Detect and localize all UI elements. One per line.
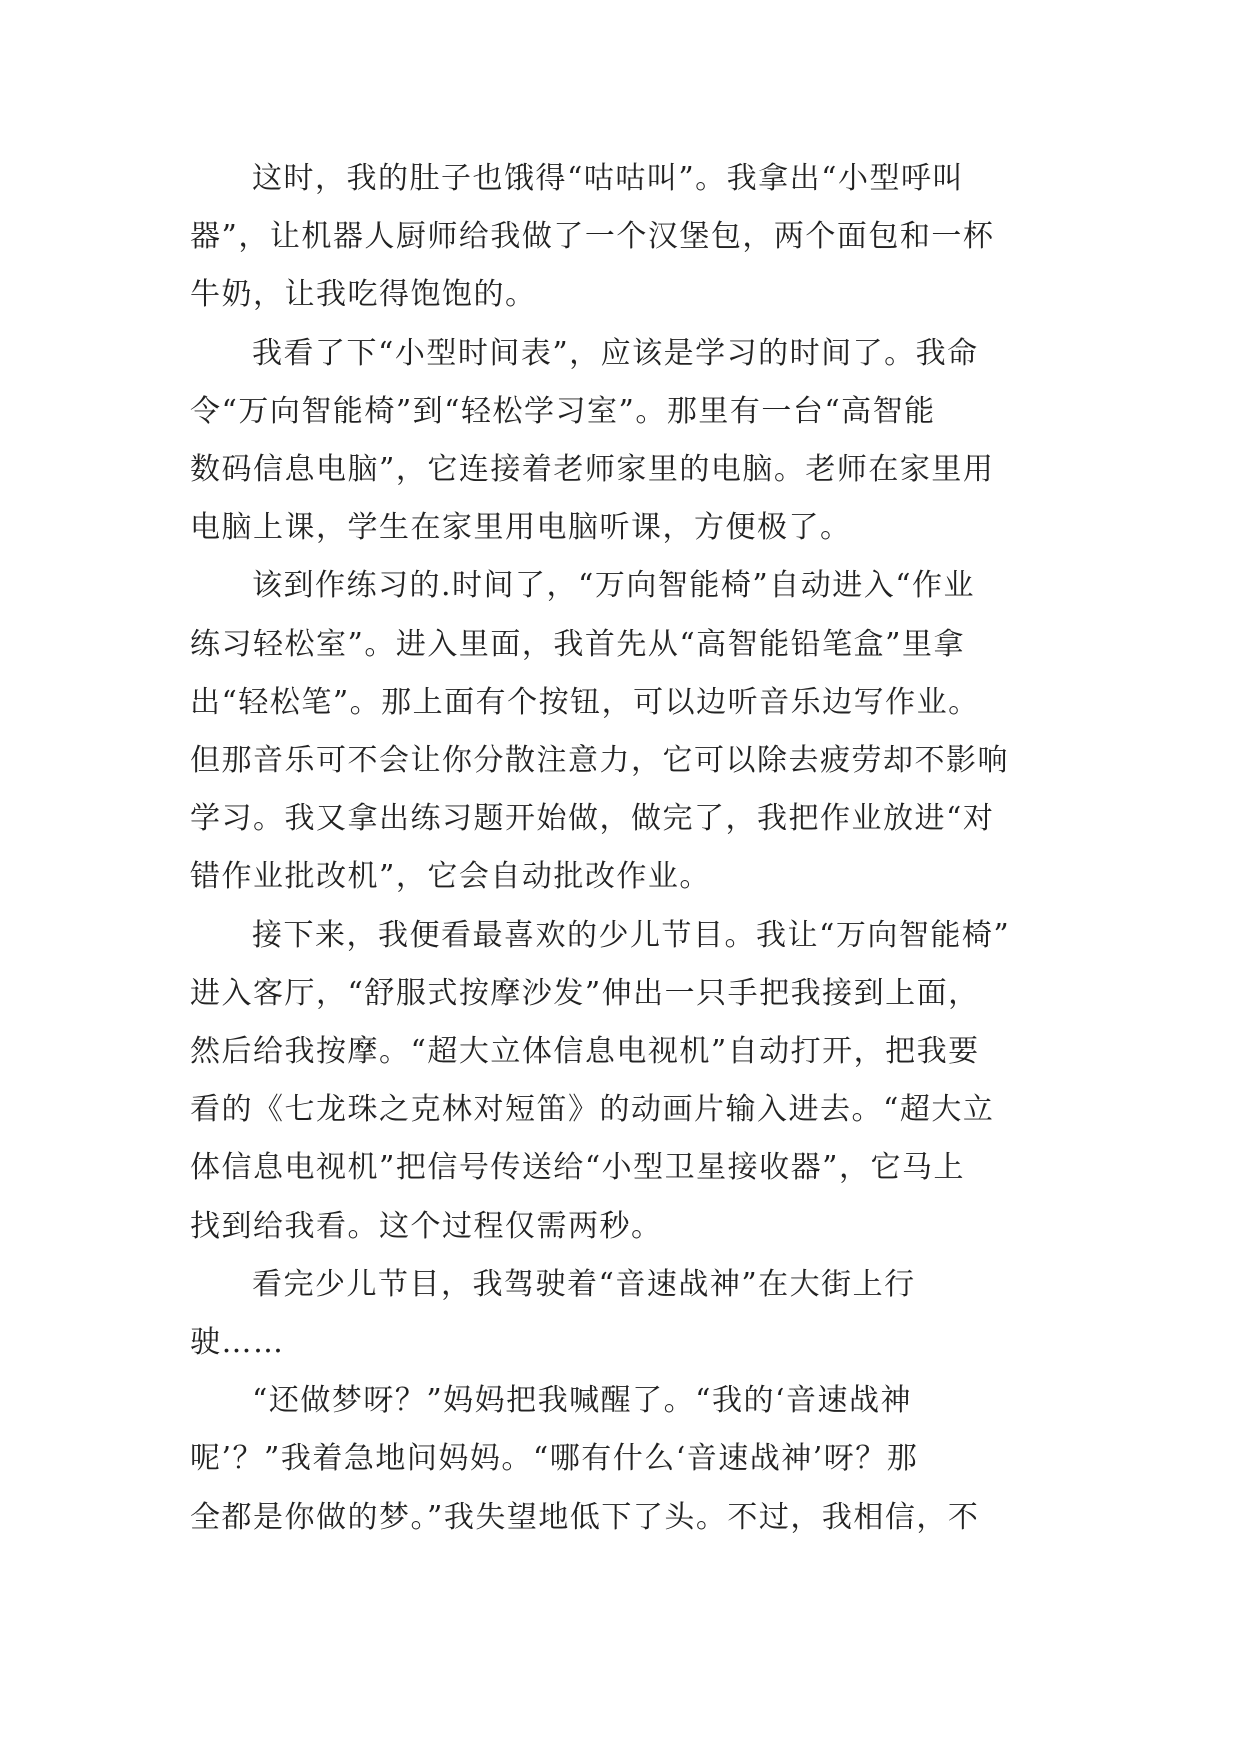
body-text [190, 150, 1055, 1547]
paragraph-3 [190, 557, 1055, 906]
text-line: 然后给我按摩。“超大立体信息电视机”自动打开，把我要 [190, 1034, 980, 1070]
text-line: 牛奶，让我吃得饱饱的。 [190, 277, 537, 313]
text-line: 找到给我看。这个过程仅需两秒。 [190, 1208, 663, 1244]
text-line: 数码信息电脑”，它连接着老师家里的电脑。老师在家里用 [190, 452, 995, 488]
text-line: 这时，我的肚子也饿得“咕咕叫”。我拿出“小型呼叫 [252, 161, 965, 196]
paragraph-2 [190, 325, 1055, 558]
text-line: 令“万向智能椅”到“轻松学习室”。那里有一台“高智能 [190, 393, 936, 429]
text-line: 看的《七龙珠之克林对短笛》的动画片输入进去。“超大立 [190, 1092, 995, 1128]
text-line: 错作业批改机”，它会自动批改作业。 [190, 859, 711, 895]
text-line: 进入客厅，“舒服式按摩沙发”伸出一只手把我接到上面， [190, 975, 980, 1011]
paragraph-1 [190, 150, 1055, 325]
text-line: 练习轻松室”。进入里面，我首先从“高智能铅笔盒”里拿 [190, 626, 966, 662]
text-line: 接下来，我便看最喜欢的少儿节目。我让“万向智能椅” [252, 917, 1011, 953]
text-line: 学习。我又拿出练习题开始做，做完了，我把作业放进“对 [190, 801, 995, 837]
text-line: 但那音乐可不会让你分散注意力，它可以除去疲劳却不影响 [190, 743, 1009, 779]
text-line: 我看了下“小型时间表”，应该是学习的时间了。我命 [252, 335, 979, 371]
paragraph-6 [190, 1372, 1055, 1547]
text-line: 驶…… [190, 1325, 285, 1361]
text-line: 该到作练习的.时间了，“万向智能椅”自动进入“作业 [252, 568, 976, 604]
text-line: 呢’？”我着急地问妈妈。“哪有什么‘音速战神’呀？那 [190, 1441, 919, 1477]
text-line: 全都是你做的梦。”我失望地低下了头。不过，我相信，不 [190, 1499, 980, 1535]
text-line: “还做梦呀？”妈妈把我喊醒了。“我的‘音速战神 [252, 1383, 913, 1419]
text-line: 出“轻松笔”。那上面有个按钮，可以边听音乐边写作业。 [190, 684, 980, 720]
text-line: 看完少儿节目，我驾驶着“音速战神”在大街上行 [252, 1266, 916, 1302]
text-line: 电脑上课，学生在家里用电脑听课，方便极了。 [190, 510, 852, 546]
text-line: 体信息电视机”把信号传送给“小型卫星接收器”，它马上 [190, 1150, 966, 1186]
text-line: 器”，让机器人厨师给我做了一个汉堡包，两个面包和一杯 [190, 219, 995, 255]
paragraph-5 [190, 1256, 1055, 1372]
paragraph-4 [190, 907, 1055, 1256]
